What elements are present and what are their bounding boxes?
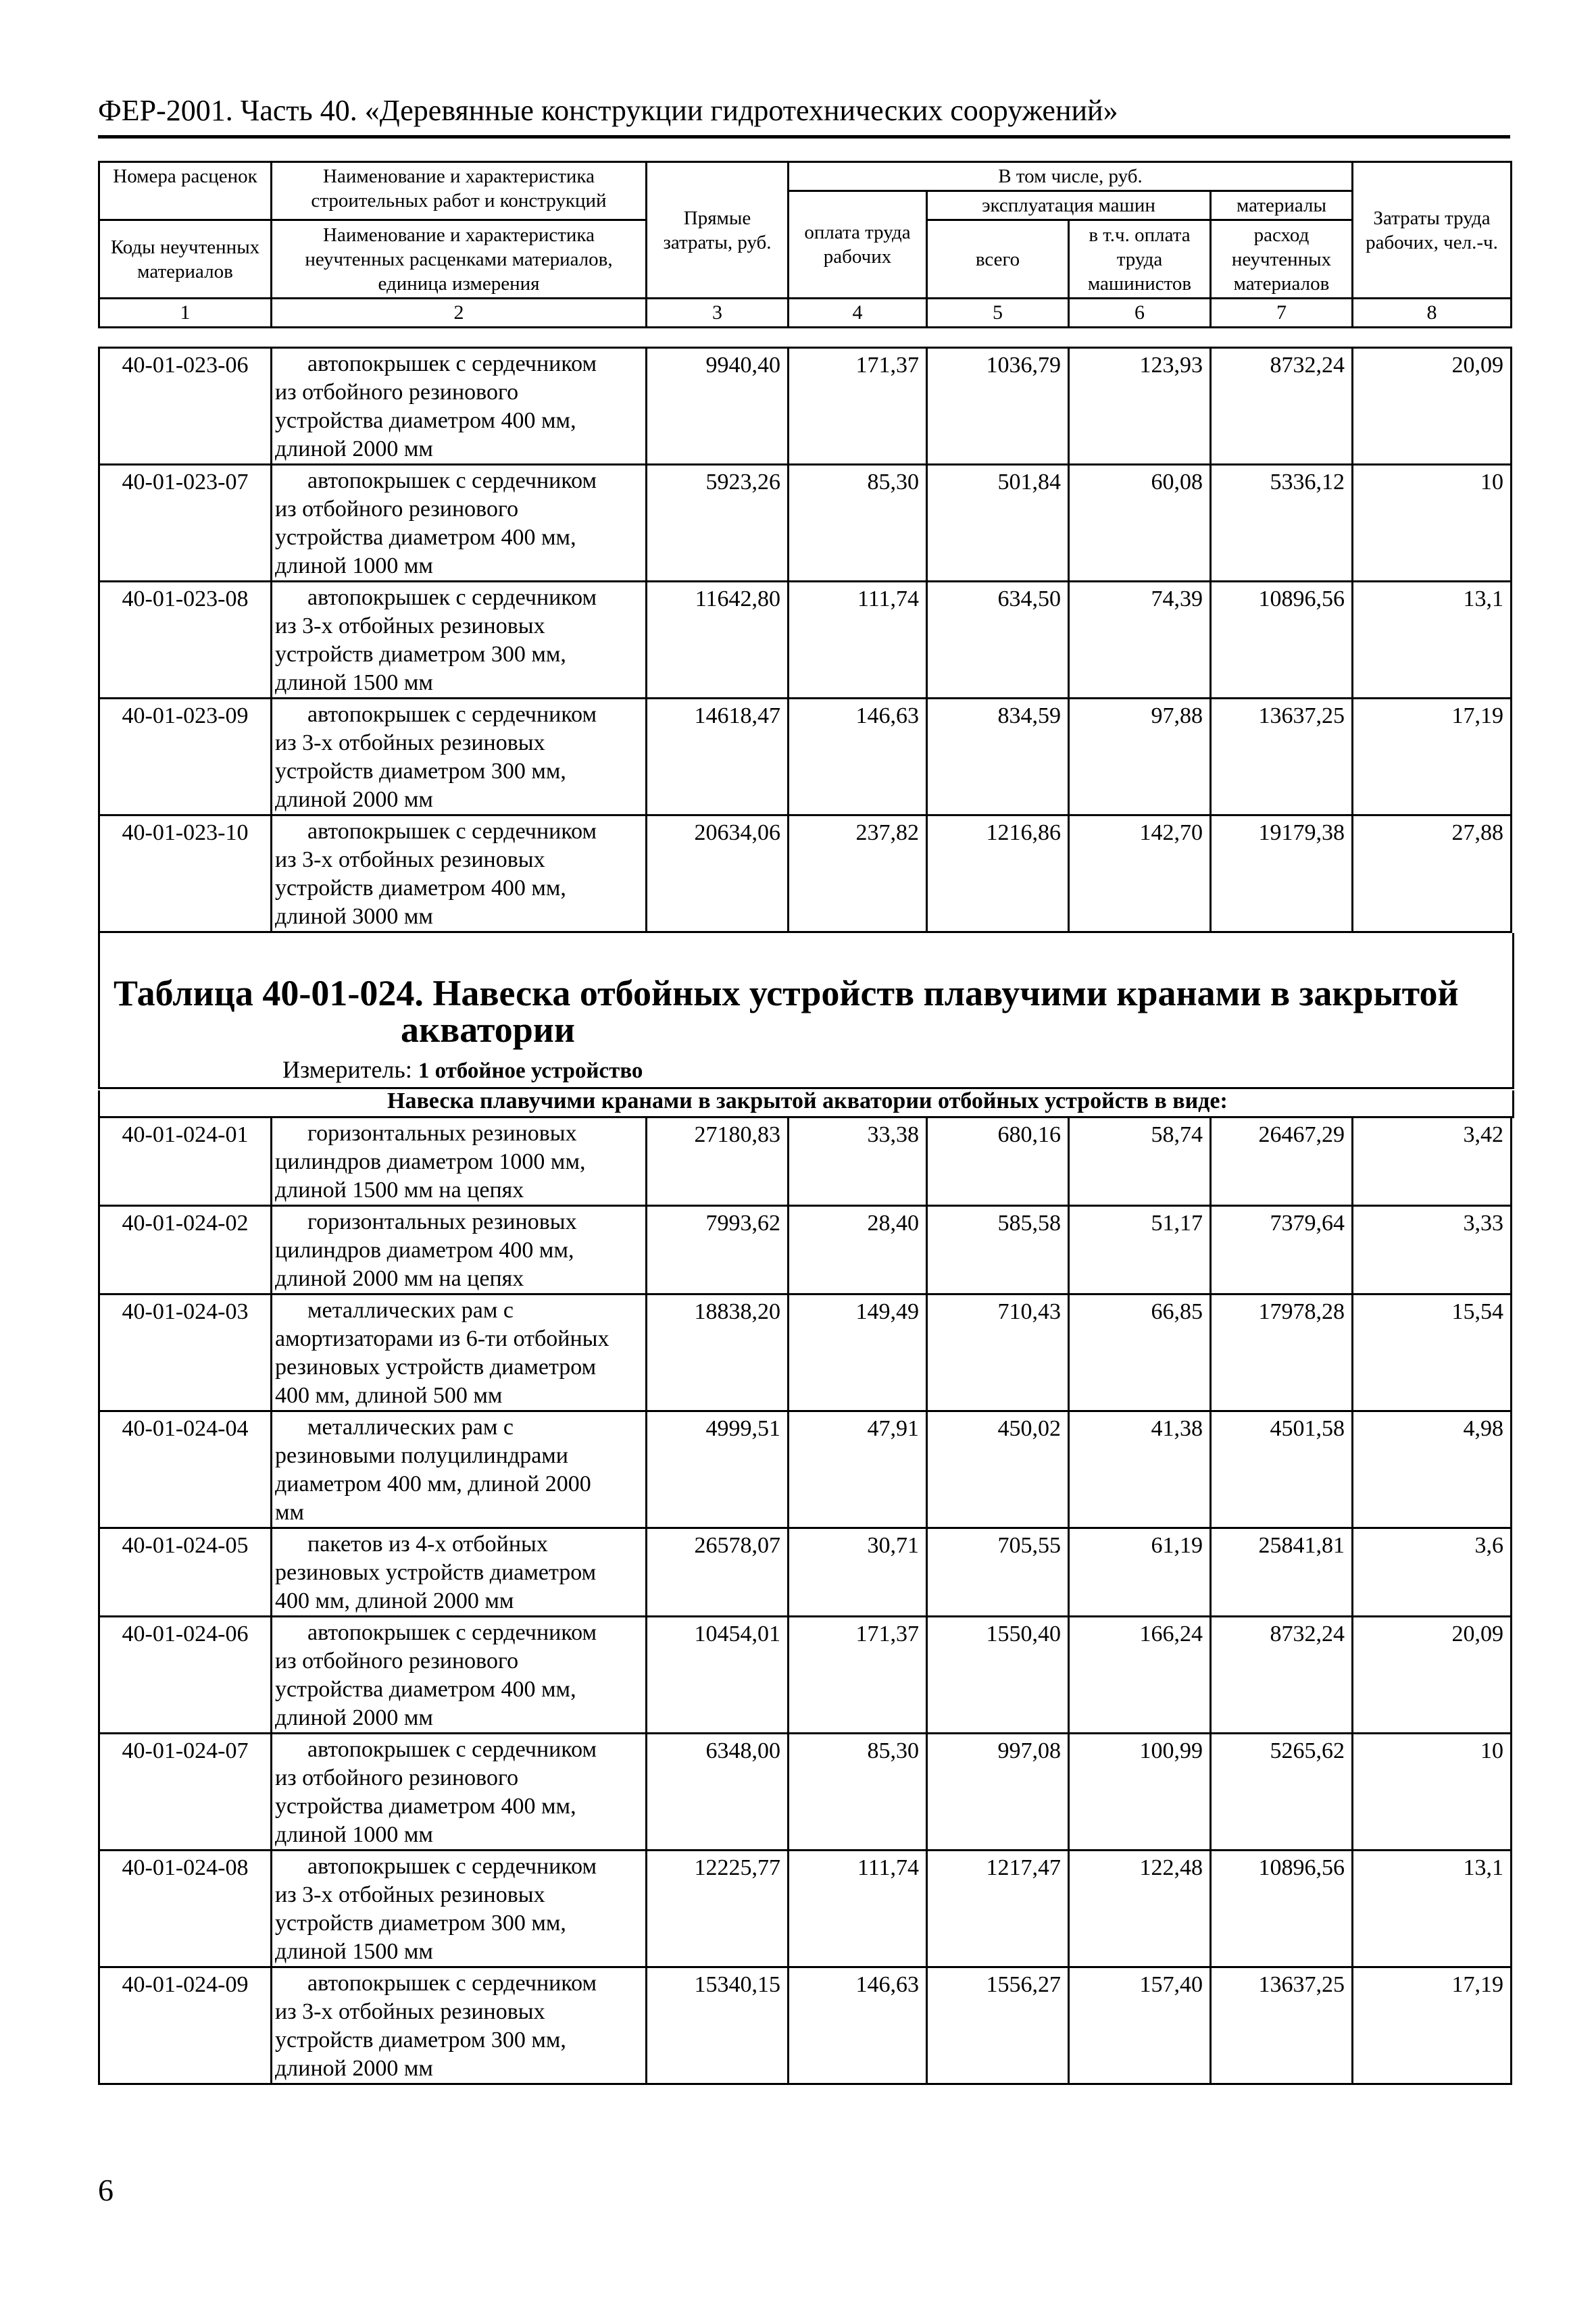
colnum: 4 bbox=[789, 299, 927, 328]
labor-hours: 3,33 bbox=[1353, 1206, 1512, 1294]
description-line: устройства диаметром 400 мм, bbox=[275, 525, 576, 550]
description-line: длиной 2000 мм на цепях bbox=[275, 1266, 524, 1291]
header-code-top: Номера расценок bbox=[99, 162, 272, 220]
materials-cost: 4501,58 bbox=[1211, 1411, 1353, 1528]
page-header: ФЕР-2001. Часть 40. «Деревянные конструкции гидротехнических сооружений» bbox=[98, 94, 1118, 127]
materials-cost: 13637,25 bbox=[1211, 699, 1353, 815]
materials-cost: 5336,12 bbox=[1211, 465, 1353, 582]
labor-hours: 10 bbox=[1353, 1734, 1512, 1851]
materials-cost: 7379,64 bbox=[1211, 1206, 1353, 1294]
machinist-pay: 166,24 bbox=[1069, 1617, 1211, 1734]
machinist-pay: 97,88 bbox=[1069, 699, 1211, 815]
description-line: из отбойного резинового bbox=[275, 1765, 519, 1790]
materials-cost: 5265,62 bbox=[1211, 1734, 1353, 1851]
direct-cost: 6348,00 bbox=[647, 1734, 789, 1851]
work-description bbox=[272, 348, 647, 465]
rate-code: 40-01-024-02 bbox=[99, 1206, 272, 1294]
header-rule bbox=[98, 135, 1510, 139]
machines-total: 710,43 bbox=[927, 1294, 1069, 1411]
labor-hours: 27,88 bbox=[1353, 815, 1512, 932]
labor-pay: 85,30 bbox=[789, 465, 927, 582]
labor-pay: 111,74 bbox=[789, 582, 927, 699]
machinist-pay: 74,39 bbox=[1069, 582, 1211, 699]
description-line: устройства диаметром 400 мм, bbox=[275, 1794, 576, 1819]
labor-pay: 111,74 bbox=[789, 1851, 927, 1967]
machines-total: 634,50 bbox=[927, 582, 1069, 699]
description-line: автопокрышек с сердечником bbox=[307, 1854, 597, 1879]
labor-hours: 15,54 bbox=[1353, 1294, 1512, 1411]
work-description bbox=[272, 1967, 647, 2084]
machinist-pay: 58,74 bbox=[1069, 1117, 1211, 1206]
machines-total: 680,16 bbox=[927, 1117, 1069, 1206]
machinist-pay: 51,17 bbox=[1069, 1206, 1211, 1294]
table-row bbox=[99, 1617, 1512, 1734]
column-header-table bbox=[98, 161, 1512, 328]
measure-value: 1 отбойное устройство bbox=[418, 1059, 643, 1083]
direct-cost: 27180,83 bbox=[647, 1117, 789, 1206]
direct-cost: 12225,77 bbox=[647, 1851, 789, 1967]
table-row bbox=[99, 1734, 1512, 1851]
description-line: из отбойного резинового bbox=[275, 380, 519, 405]
description-line: устройств диаметром 300 мм, bbox=[275, 2028, 566, 2053]
description-line: горизонтальных резиновых bbox=[307, 1209, 577, 1234]
labor-pay: 146,63 bbox=[789, 1967, 927, 2084]
work-description bbox=[272, 582, 647, 699]
description-line: длиной 1000 мм bbox=[275, 553, 433, 578]
machinist-pay: 142,70 bbox=[1069, 815, 1211, 932]
labor-pay: 171,37 bbox=[789, 348, 927, 465]
direct-cost: 11642,80 bbox=[647, 582, 789, 699]
table-row bbox=[99, 699, 1512, 815]
colnum: 2 bbox=[272, 299, 647, 328]
colnum: 3 bbox=[647, 299, 789, 328]
machines-total: 1556,27 bbox=[927, 1967, 1069, 2084]
labor-pay: 85,30 bbox=[789, 1734, 927, 1851]
description-line: из 3-х отбойных резиновых bbox=[275, 1999, 545, 2024]
description-line: устройства диаметром 400 мм, bbox=[275, 1677, 576, 1702]
description-line: 400 мм, длиной 2000 мм bbox=[275, 1588, 514, 1613]
work-description bbox=[272, 465, 647, 582]
page-number: 6 bbox=[98, 2173, 114, 2207]
measure bbox=[282, 1055, 643, 1084]
rate-code: 40-01-023-06 bbox=[99, 348, 272, 465]
machines-total: 1217,47 bbox=[927, 1851, 1069, 1967]
labor-pay: 149,49 bbox=[789, 1294, 927, 1411]
rate-code: 40-01-024-03 bbox=[99, 1294, 272, 1411]
header-desc-bottom: Наименование и характеристика неучтенных расценками материалов, единица измерения bbox=[272, 220, 647, 299]
description-line: горизонтальных резиновых bbox=[307, 1121, 577, 1146]
direct-cost: 4999,51 bbox=[647, 1411, 789, 1528]
machines-total: 585,58 bbox=[927, 1206, 1069, 1294]
colnum: 5 bbox=[927, 299, 1069, 328]
direct-cost: 18838,20 bbox=[647, 1294, 789, 1411]
header-machinist-pay: в т.ч. оплата труда машинистов bbox=[1069, 220, 1211, 299]
labor-pay: 171,37 bbox=[789, 1617, 927, 1734]
rate-code: 40-01-024-07 bbox=[99, 1734, 272, 1851]
section-heading: Навеска плавучими кранами в закрытой акватории отбойных устройств в виде: bbox=[387, 1088, 1228, 1113]
machinist-pay: 66,85 bbox=[1069, 1294, 1211, 1411]
labor-pay: 30,71 bbox=[789, 1528, 927, 1617]
direct-cost: 15340,15 bbox=[647, 1967, 789, 2084]
machines-total: 1036,79 bbox=[927, 348, 1069, 465]
colnum: 8 bbox=[1353, 299, 1512, 328]
description-line: длиной 2000 мм bbox=[275, 787, 433, 812]
description-line: длиной 1500 мм на цепях bbox=[275, 1178, 524, 1203]
description-line: устройства диаметром 400 мм, bbox=[275, 408, 576, 433]
description-line: автопокрышек с сердечником bbox=[307, 1620, 597, 1645]
description-line: устройств диаметром 300 мм, bbox=[275, 759, 566, 784]
description-line: автопокрышек с сердечником bbox=[307, 1737, 597, 1762]
materials-cost: 19179,38 bbox=[1211, 815, 1353, 932]
description-line: устройств диаметром 400 мм, bbox=[275, 876, 566, 901]
machines-total: 705,55 bbox=[927, 1528, 1069, 1617]
direct-cost: 5923,26 bbox=[647, 465, 789, 582]
table-row bbox=[99, 465, 1512, 582]
machinist-pay: 41,38 bbox=[1069, 1411, 1211, 1528]
header-unaccounted-materials: расход неучтенных материалов bbox=[1211, 220, 1353, 299]
table-023 bbox=[98, 347, 1512, 933]
work-description bbox=[272, 1851, 647, 1967]
labor-hours: 10 bbox=[1353, 465, 1512, 582]
rate-code: 40-01-023-09 bbox=[99, 699, 272, 815]
table-row bbox=[99, 1851, 1512, 1967]
colnum: 6 bbox=[1069, 299, 1211, 328]
rate-code: 40-01-024-09 bbox=[99, 1967, 272, 2084]
work-description bbox=[272, 1294, 647, 1411]
direct-cost: 10454,01 bbox=[647, 1617, 789, 1734]
header-labor-hours: Затраты труда рабочих, чел.-ч. bbox=[1353, 162, 1512, 299]
measure-label: Измеритель: bbox=[282, 1056, 412, 1083]
machinist-pay: 122,48 bbox=[1069, 1851, 1211, 1967]
materials-cost: 10896,56 bbox=[1211, 582, 1353, 699]
table-row bbox=[99, 1528, 1512, 1617]
labor-pay: 146,63 bbox=[789, 699, 927, 815]
description-line: из отбойного резинового bbox=[275, 1649, 519, 1674]
labor-pay: 33,38 bbox=[789, 1117, 927, 1206]
description-line: длиной 2000 мм bbox=[275, 1705, 433, 1730]
labor-hours: 13,1 bbox=[1353, 582, 1512, 699]
labor-pay: 28,40 bbox=[789, 1206, 927, 1294]
materials-cost: 10896,56 bbox=[1211, 1851, 1353, 1967]
header-materials: материалы bbox=[1211, 191, 1353, 220]
materials-cost: 13637,25 bbox=[1211, 1967, 1353, 2084]
description-line: из отбойного резинового bbox=[275, 497, 519, 522]
description-line: цилиндров диаметром 1000 мм, bbox=[275, 1149, 586, 1174]
table-024-title-block bbox=[98, 933, 1514, 1089]
colnum: 1 bbox=[99, 299, 272, 328]
description-line: мм bbox=[275, 1500, 305, 1525]
rate-code: 40-01-023-07 bbox=[99, 465, 272, 582]
labor-hours: 17,19 bbox=[1353, 699, 1512, 815]
labor-pay: 47,91 bbox=[789, 1411, 927, 1528]
rate-code: 40-01-023-10 bbox=[99, 815, 272, 932]
description-line: длиной 3000 мм bbox=[275, 904, 433, 929]
description-line: амортизаторами из 6-ти отбойных bbox=[275, 1326, 609, 1351]
rate-code: 40-01-024-06 bbox=[99, 1617, 272, 1734]
description-line: длиной 2000 мм bbox=[275, 2056, 433, 2081]
work-description bbox=[272, 1617, 647, 1734]
description-line: из 3-х отбойных резиновых bbox=[275, 730, 545, 755]
table-title-cont: акватории bbox=[401, 1009, 575, 1050]
description-line: автопокрышек с сердечником bbox=[307, 468, 597, 493]
table-row bbox=[99, 1411, 1512, 1528]
description-line: из 3-х отбойных резиновых bbox=[275, 847, 545, 872]
materials-cost: 25841,81 bbox=[1211, 1528, 1353, 1617]
rate-code: 40-01-024-08 bbox=[99, 1851, 272, 1967]
work-description bbox=[272, 699, 647, 815]
labor-hours: 20,09 bbox=[1353, 1617, 1512, 1734]
labor-hours: 13,1 bbox=[1353, 1851, 1512, 1967]
table-row bbox=[99, 1206, 1512, 1294]
materials-cost: 8732,24 bbox=[1211, 348, 1353, 465]
description-line: из 3-х отбойных резиновых bbox=[275, 613, 545, 638]
header-code-bottom: Коды неучтенных материалов bbox=[99, 220, 272, 299]
description-line: автопокрышек с сердечником bbox=[307, 585, 597, 610]
direct-cost: 7993,62 bbox=[647, 1206, 789, 1294]
labor-hours: 3,42 bbox=[1353, 1117, 1512, 1206]
work-description bbox=[272, 1734, 647, 1851]
description-line: металлических рам с bbox=[307, 1298, 514, 1323]
description-line: длиной 1500 мм bbox=[275, 670, 433, 695]
description-line: резиновых устройств диаметром bbox=[275, 1560, 597, 1585]
table-row bbox=[99, 348, 1512, 465]
labor-hours: 4,98 bbox=[1353, 1411, 1512, 1528]
materials-cost: 8732,24 bbox=[1211, 1617, 1353, 1734]
work-description bbox=[272, 815, 647, 932]
header-desc-top: Наименование и характеристика строительных работ и конструкций bbox=[272, 162, 647, 220]
table-title: Таблица 40-01-024. Навеска отбойных устройств плавучими кранами в закрытой bbox=[114, 973, 1459, 1013]
table-row bbox=[99, 815, 1512, 932]
table-row bbox=[99, 1117, 1512, 1206]
description-line: цилиндров диаметром 400 мм, bbox=[275, 1238, 574, 1263]
header-machines-total: всего bbox=[927, 220, 1069, 299]
machinist-pay: 61,19 bbox=[1069, 1528, 1211, 1617]
work-description bbox=[272, 1206, 647, 1294]
header-incl: В том числе, руб. bbox=[789, 162, 1353, 191]
table-row bbox=[99, 582, 1512, 699]
header-direct-cost: Прямые затраты, руб. bbox=[647, 162, 789, 299]
machinist-pay: 157,40 bbox=[1069, 1967, 1211, 2084]
rate-code: 40-01-024-04 bbox=[99, 1411, 272, 1528]
materials-cost: 17978,28 bbox=[1211, 1294, 1353, 1411]
description-line: устройств диаметром 300 мм, bbox=[275, 1911, 566, 1936]
table-024 bbox=[98, 1116, 1512, 2085]
description-line: длиной 1500 мм bbox=[275, 1939, 433, 1964]
labor-hours: 17,19 bbox=[1353, 1967, 1512, 2084]
work-description bbox=[272, 1411, 647, 1528]
machinist-pay: 100,99 bbox=[1069, 1734, 1211, 1851]
description-line: резиновых устройств диаметром bbox=[275, 1355, 597, 1380]
machines-total: 834,59 bbox=[927, 699, 1069, 815]
description-line: пакетов из 4-х отбойных bbox=[307, 1532, 548, 1557]
section-heading-row bbox=[98, 1090, 1514, 1118]
table-row bbox=[99, 1967, 1512, 2084]
materials-cost: 26467,29 bbox=[1211, 1117, 1353, 1206]
description-line: устройств диаметром 300 мм, bbox=[275, 642, 566, 667]
labor-hours: 20,09 bbox=[1353, 348, 1512, 465]
description-line: автопокрышек с сердечником bbox=[307, 819, 597, 844]
machinist-pay: 123,93 bbox=[1069, 348, 1211, 465]
machines-total: 450,02 bbox=[927, 1411, 1069, 1528]
description-line: 400 мм, длиной 500 мм bbox=[275, 1383, 503, 1408]
description-line: из 3-х отбойных резиновых bbox=[275, 1882, 545, 1907]
rate-code: 40-01-024-05 bbox=[99, 1528, 272, 1617]
work-description bbox=[272, 1528, 647, 1617]
machinist-pay: 60,08 bbox=[1069, 465, 1211, 582]
description-line: автопокрышек с сердечником bbox=[307, 1971, 597, 1996]
rate-code: 40-01-023-08 bbox=[99, 582, 272, 699]
description-line: автопокрышек с сердечником bbox=[307, 702, 597, 727]
description-line: длиной 2000 мм bbox=[275, 436, 433, 461]
direct-cost: 26578,07 bbox=[647, 1528, 789, 1617]
labor-hours: 3,6 bbox=[1353, 1528, 1512, 1617]
work-description bbox=[272, 1117, 647, 1206]
direct-cost: 20634,06 bbox=[647, 815, 789, 932]
machines-total: 1550,40 bbox=[927, 1617, 1069, 1734]
machines-total: 1216,86 bbox=[927, 815, 1069, 932]
labor-pay: 237,82 bbox=[789, 815, 927, 932]
description-line: диаметром 400 мм, длиной 2000 bbox=[275, 1472, 591, 1496]
colnum: 7 bbox=[1211, 299, 1353, 328]
description-line: длиной 1000 мм bbox=[275, 1822, 433, 1847]
machines-total: 501,84 bbox=[927, 465, 1069, 582]
table-row bbox=[99, 1294, 1512, 1411]
direct-cost: 14618,47 bbox=[647, 699, 789, 815]
description-line: резиновыми полуцилиндрами bbox=[275, 1443, 568, 1468]
description-line: автопокрышек с сердечником bbox=[307, 351, 597, 376]
rate-code: 40-01-024-01 bbox=[99, 1117, 272, 1206]
description-line: металлических рам с bbox=[307, 1415, 514, 1440]
header-labor-pay: оплата труда рабочих bbox=[789, 191, 927, 299]
header-machines: эксплуатация машин bbox=[927, 191, 1211, 220]
machines-total: 997,08 bbox=[927, 1734, 1069, 1851]
direct-cost: 9940,40 bbox=[647, 348, 789, 465]
